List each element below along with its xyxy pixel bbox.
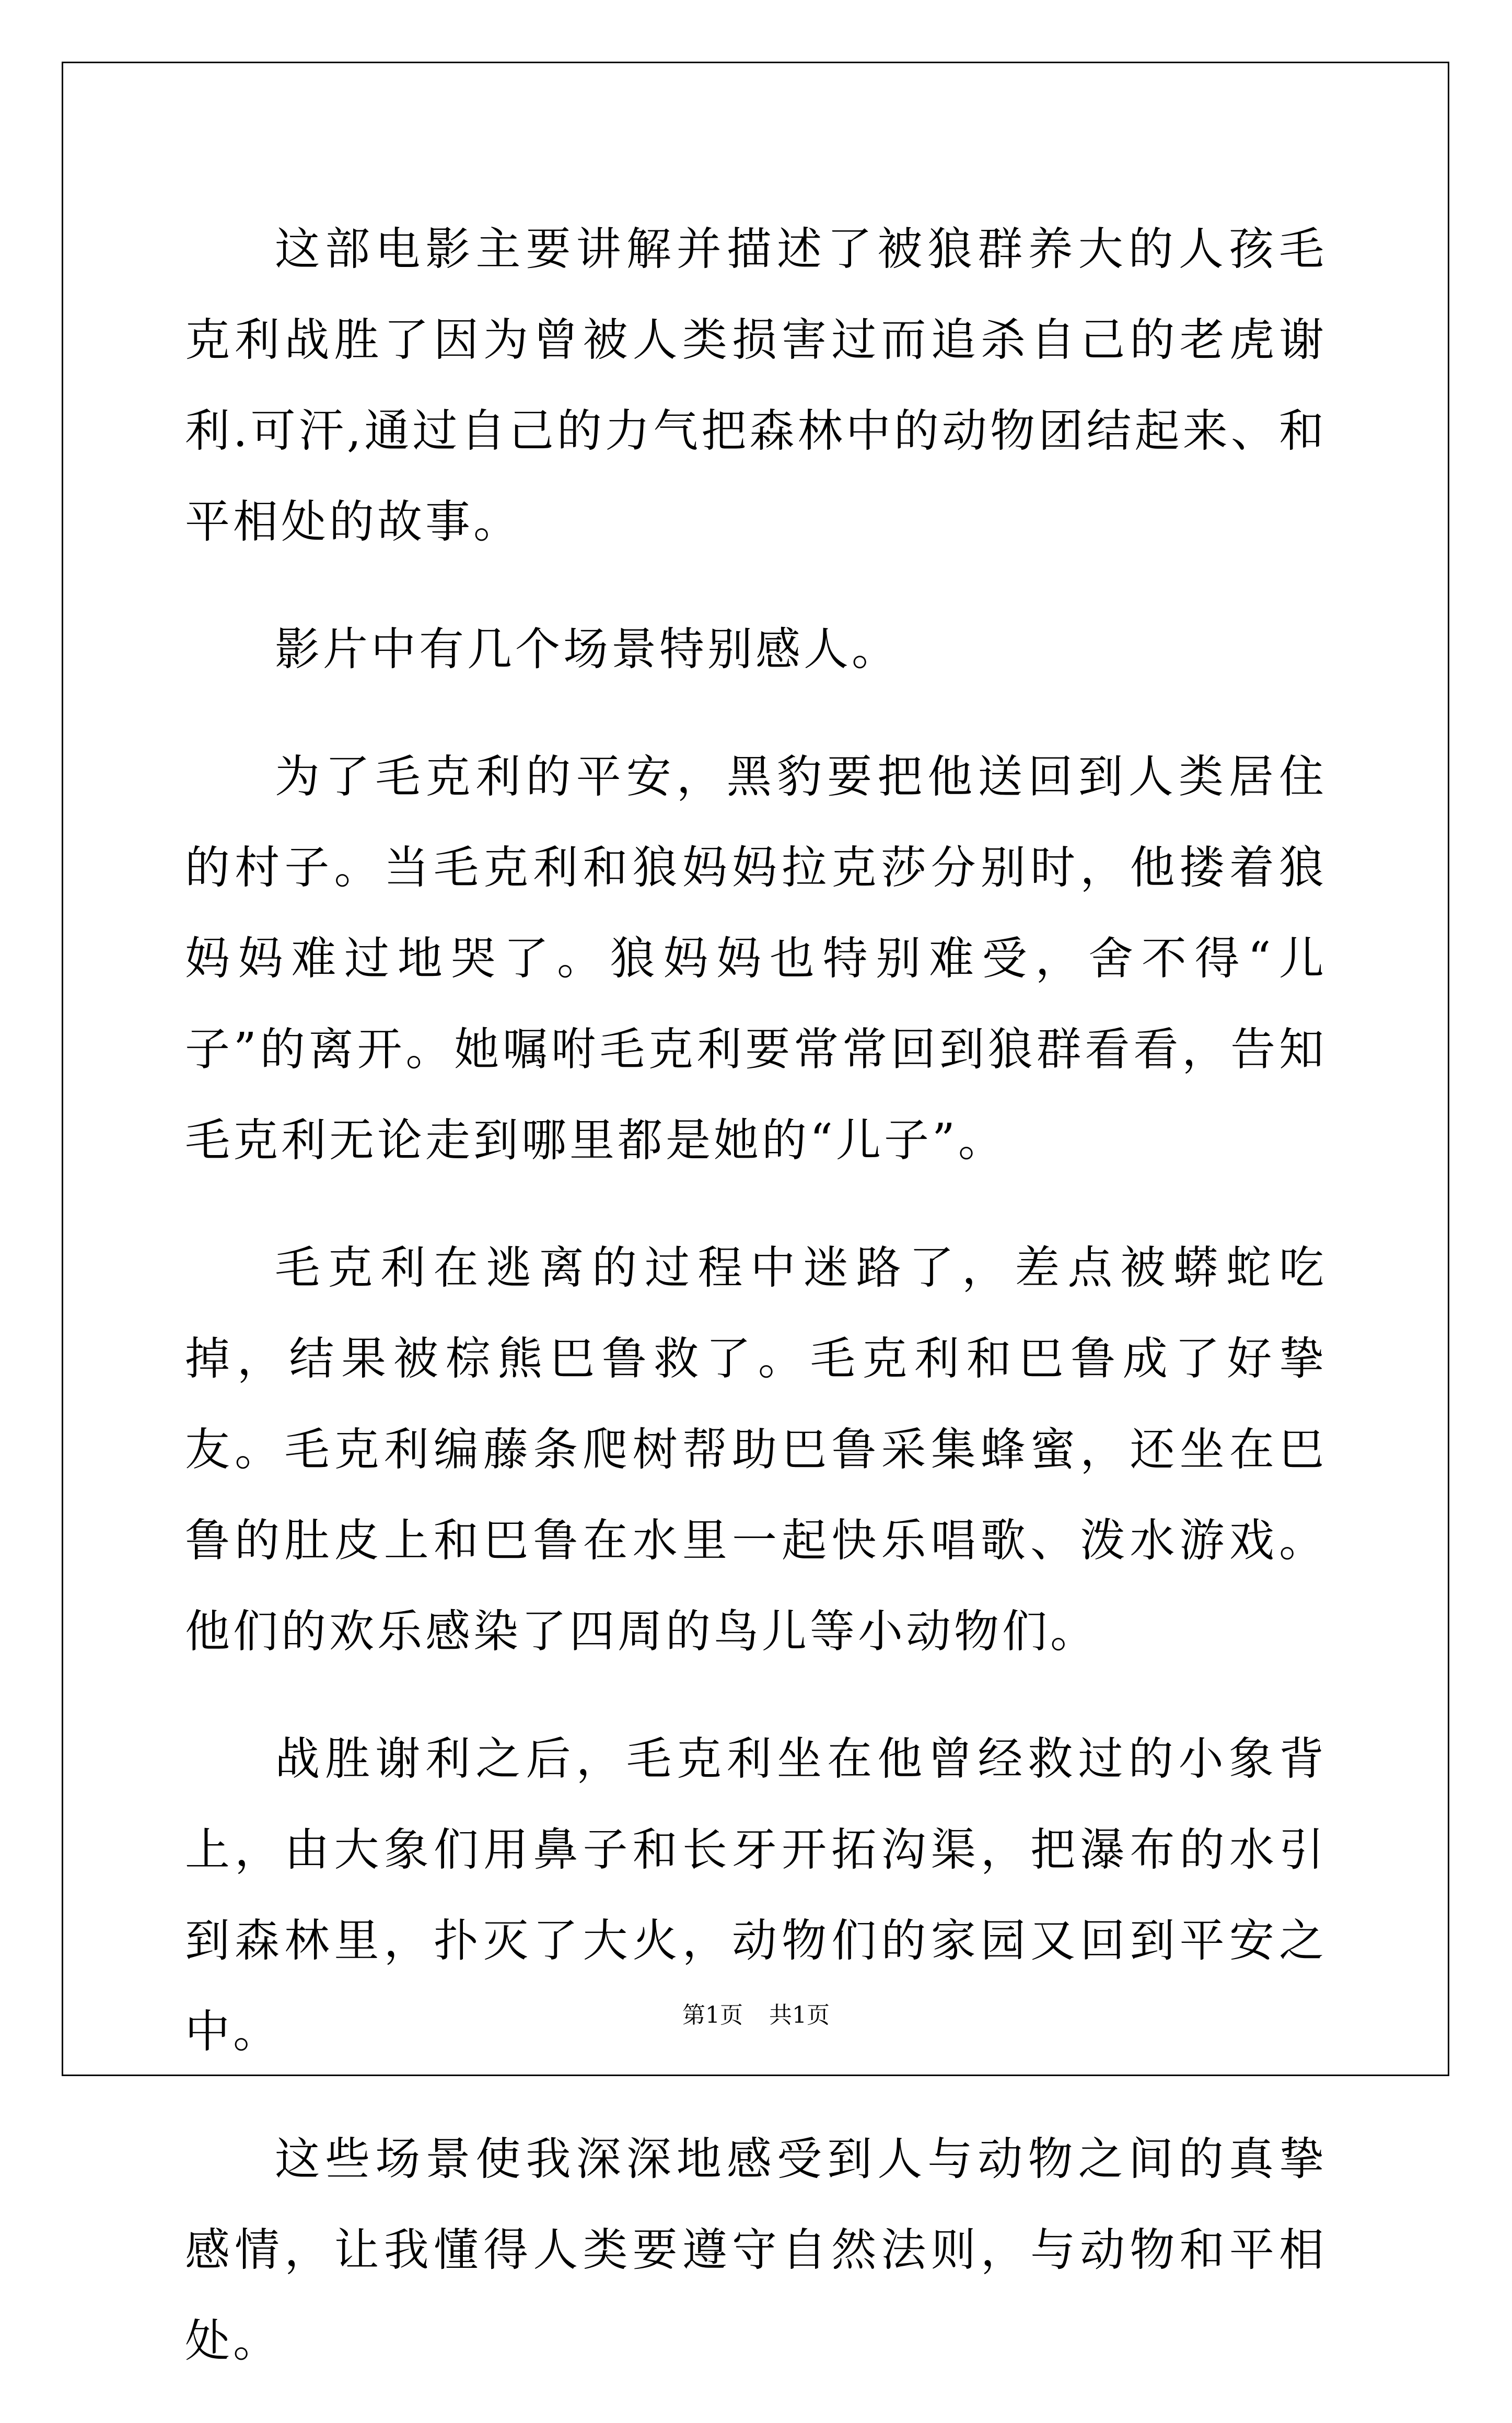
document-body	[185, 204, 1327, 2423]
paragraph-3: 为了毛克利的平安，黑豹要把他送回到人类居住的村子。当毛克利和狼妈妈拉克莎分别时，他搂着狼妈妈难过地哭了。狼妈妈也特别难受，舍不得“儿子”的离开。她嘱咐毛克利要常常回到狼群看看，告知毛克利无论走到哪里都是她的“儿子”。	[185, 751, 1327, 1167]
page-number: 第1页	[682, 2002, 743, 2029]
paragraph-4: 毛克利在逃离的过程中迷路了，差点被蟒蛇吃掉，结果被棕熊巴鲁救了。毛克利和巴鲁成了好挚友。毛克利编藤条爬树帮助巴鲁采集蜂蜜，还坐在巴鲁的肚皮上和巴鲁在水里一起快乐唱歌、泼水游戏。他们的欢乐感染了四周的鸟儿等小动物们。	[185, 1242, 1327, 1658]
paragraph-1: 这部电影主要讲解并描述了被狼群养大的人孩毛克利战胜了因为曾被人类损害过而追杀自己的老虎谢利.可汗,通过自己的力气把森林中的动物团结起来、和平相处的故事。	[185, 223, 1327, 548]
paragraph-2: 影片中有几个场景特别感人。	[275, 623, 900, 675]
paragraph-5: 战胜谢利之后，毛克利坐在他曾经救过的小象背上，由大象们用鼻子和长牙开拓沟渠，把瀑布的水引到森林里，扑灭了大火，动物们的家园又回到平安之中。	[185, 1733, 1327, 2058]
paragraph-6: 这些场景使我深深地感受到人与动物之间的真挚感情，让我懂得人类要遵守自然法则，与动物和平相处。	[185, 2133, 1327, 2367]
page-footer	[0, 2000, 1512, 2031]
page-total: 共1页	[769, 2002, 830, 2029]
